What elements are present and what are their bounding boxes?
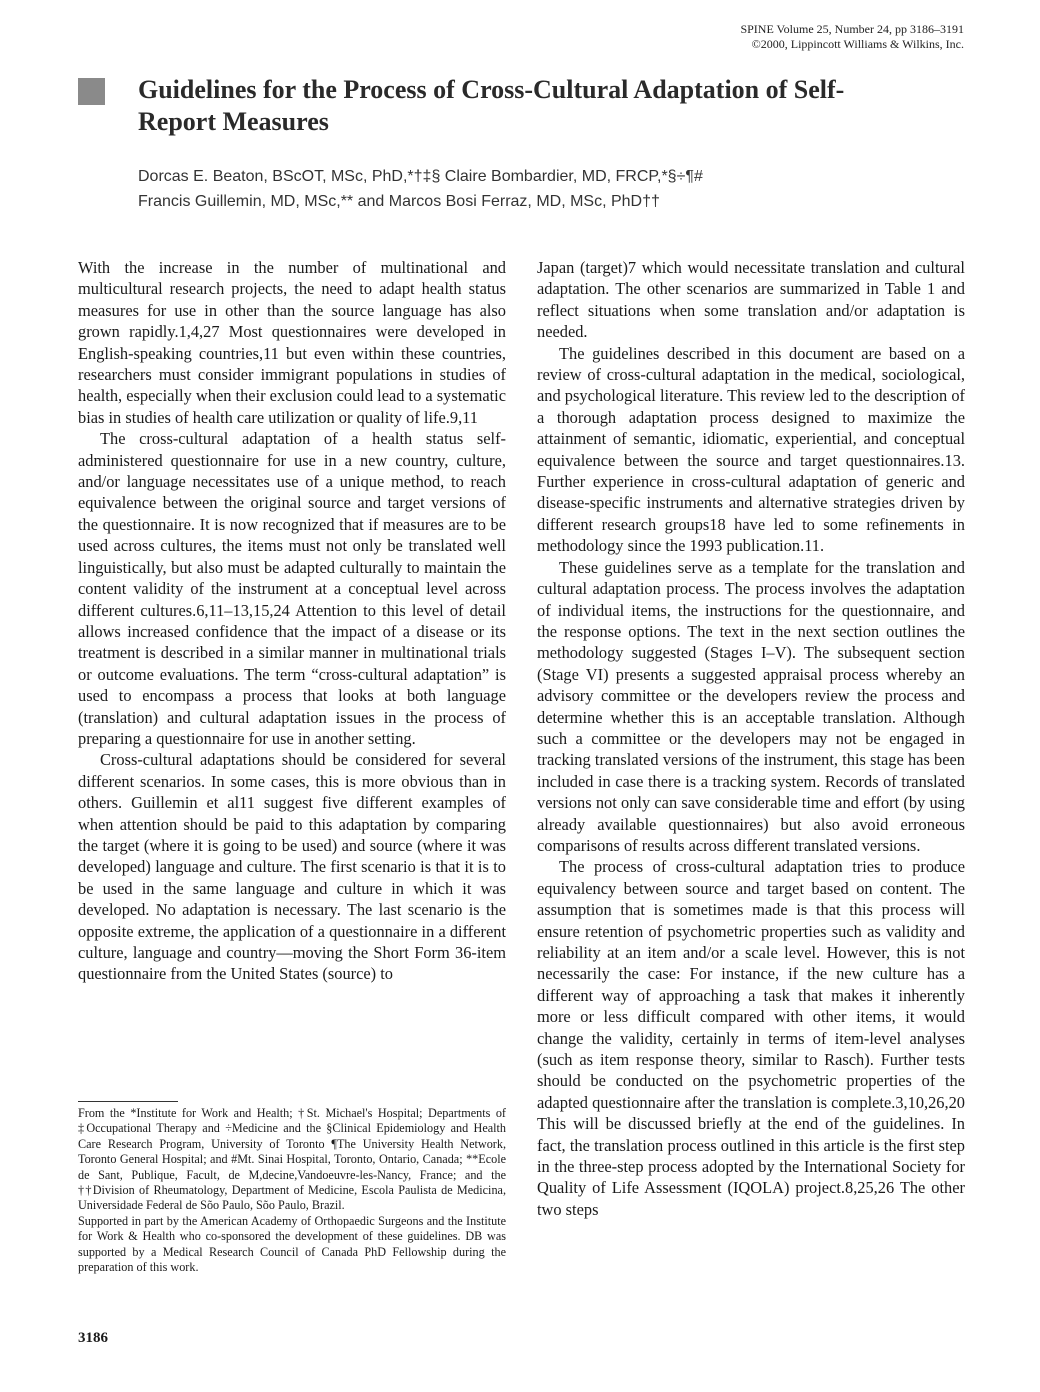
footnote-divider [78, 1101, 178, 1102]
page-number: 3186 [78, 1330, 108, 1346]
body-column-left [78, 257, 506, 985]
author-list [138, 164, 938, 214]
article-title: Guidelines for the Process of Cross-Cultural Adaptation of Self-Report Measures [138, 75, 845, 136]
body-paragraph: Japan (target)7 which would necessitate translation and cultural adaptation. The other scenarios are summarized in Table 1 and reflect situations when some translation and/or adaptation is needed. [537, 258, 965, 342]
body-paragraph: The process of cross-cultural adaptation tries to produce equivalency between source and target based on content. The assumption that is sometimes made is that this process will ensure retention of psychometric properties such as validity and reliability at an item and/or a scale level. However, this is not necessarily the case: For instance, if the new culture has a different way of approaching a task that makes it inherently more or less difficult compared with other items, it would change the validity, certainly in terms of item-level analyses (such as item response theory, similar to Rasch). Further tests should be conducted on the psychometric properties of the adapted questionnaire after the translation is complete.3,10,26,20 This will be discussed briefly at the end of the guidelines. In fact, the translation process outlined in this article is the first step in the three-step process adopted by the International Society for Quality of Life Assessment (IQOLA) project.8,25,26 The other two steps [537, 857, 965, 1219]
footnote-affiliations: From the *Institute for Work and Health; †St. Michael's Hospital; Departments of ‡Occupational Therapy and ÷Medicine and the §Clinical Epidemiology and Health Care Research Program, University of Toronto ¶The University Health Network, Toronto General Hospital; and #Mt. Sinai Hospital, Toronto, Ontario, Canada; **Ecole de Sant, Publique, Facult, de M,decine,Vandoeuvre-les-Nancy, France; and the ††Division of Rheumatology, Department of Medicine, Escola Paulista de Medicina, Universidade Federal de Sõo Paulo, Sõo Paulo, Brazil. [78, 1106, 506, 1213]
journal-copyright-line: ©2000, Lippincott Williams & Wilkins, Inc. [751, 37, 964, 51]
body-paragraph: These guidelines serve as a template for the translation and cultural adaptation process. The process involves the adaptation of individual items, the instructions for the questionnaire, and the response options. The text in the next section outlines the methodology suggested (Stages I–V). The subsequent section (Stage VI) presents a suggested appraisal process whereby an advisory committee or the developers review the process and determine whether this is an acceptable translation. Although such a committee or the developers may not be engaged in tracking translated versions of the instrument, this stage has been included in case there is a tracking system. Records of translated versions not only can save considerable time and effort (by using already available questionnaires) but also avoid erroneous comparisons of results across different translated versions. [537, 557, 965, 855]
journal-citation [644, 22, 964, 52]
body-column-right [537, 257, 965, 1220]
author-line: Dorcas E. Beaton, BScOT, MSc, PhD,*†‡§ Claire Bombardier, MD, FRCP,*§÷¶# [138, 168, 703, 185]
body-paragraph: With the increase in the number of multinational and multicultural research projects, the need to adapt health status measures for use in other than the source language has also grown rapidly.1,4,27 Most questionnaires were developed in English-speaking countries,11 but even within these countries, researchers must consider immigrant populations in studies of health, especially when their exclusion could lead to a systematic bias in studies of health care utilization or quality of life.9,11 [78, 258, 506, 427]
journal-volume-line: SPINE Volume 25, Number 24, pp 3186–3191 [740, 22, 964, 36]
body-paragraph: The cross-cultural adaptation of a health status self-administered questionnaire for use in a new country, culture, and/or language necessitates use of a unique method, to reach equivalence between the original source and target versions of the questionnaire. It is now recognized that if measures are to be used across cultures, the items must not only be translated well linguistically, but also must be adapted culturally to maintain the content validity of the instrument at a conceptual level across different cultures.6,11–13,15,24 Attention to this level of detail allows increased confidence that the impact of a disease or its treatment is described in a similar manner in multinational trials or outcome evaluations. The term “cross-cultural adaptation” is used to encompass a process that looks at both language (translation) and cultural adaptation issues in the process of preparing a questionnaire for use in another setting. [78, 429, 506, 748]
body-paragraph: Cross-cultural adaptations should be considered for several different scenarios. In some cases, this is more obvious than in others. Guillemin et al11 suggest five different examples of when attention should be paid to this adaptation by comparing the target (where it is going to be used) and source (where it was developed) language and culture. The first scenario is that it is to be used in the same language and culture in which it was developed. No adaptation is necessary. The last scenario is the opposite extreme, the application of a questionnaire in a different culture, language and country—moving the Short Form 36-item questionnaire from the United States (source) to [78, 750, 506, 984]
title-marker-square [78, 78, 105, 105]
author-line: Francis Guillemin, MD, MSc,** and Marcos Bosi Ferraz, MD, MSc, PhD†† [138, 193, 660, 210]
body-paragraph: The guidelines described in this document are based on a review of cross-cultural adaptation in the medical, sociological, and psychological literature. This review led to the description of a thorough adaptation process designed to maximize the attainment of semantic, idiomatic, experiential, and conceptual equivalence between the source and target questionnaires.13. Further experience in cross-cultural adaptation of generic and disease-specific instruments and alternative strategies driven by different research groups18 have led to some refinements in methodology since the 1993 publication.11. [537, 343, 965, 556]
footnotes [78, 1106, 506, 1275]
footnote-funding: Supported in part by the American Academy of Orthopaedic Surgeons and the Institute for Work & Health who co-sponsored the development of these guidelines. DB was supported by a Medical Research Council of Canada PhD Fellowship during the preparation of this work. [78, 1213, 506, 1275]
